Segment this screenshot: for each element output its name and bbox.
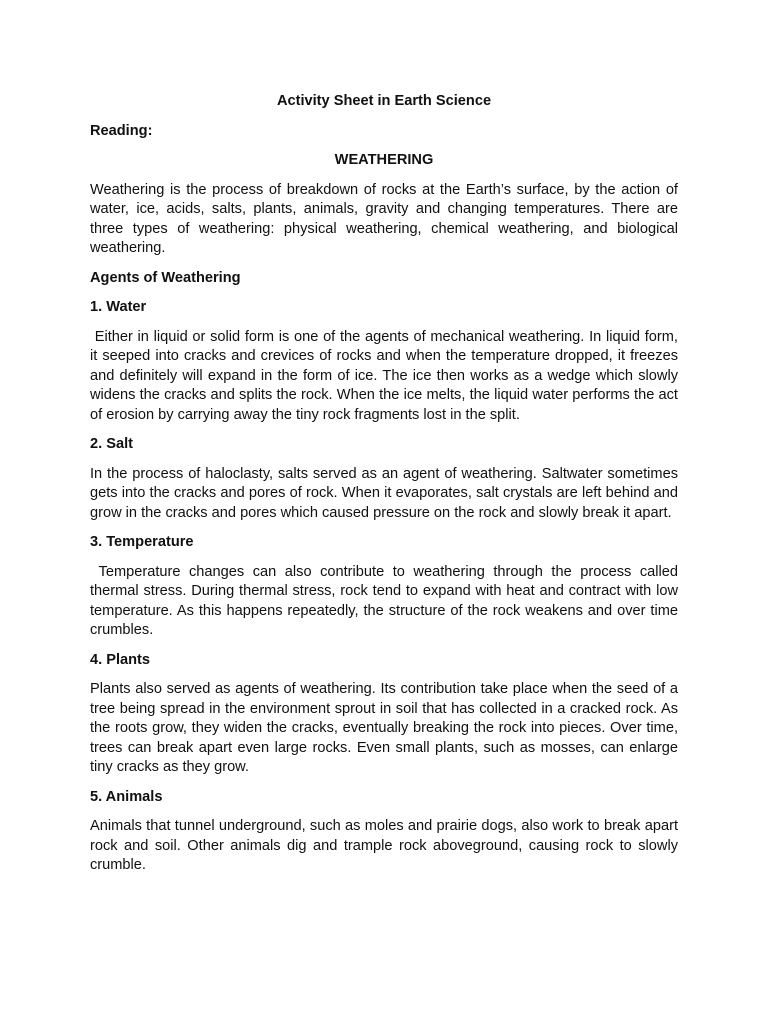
section-text-salt: In the process of haloclasty, salts served as an agent of weathering. Saltwater sometimes gets into the cracks and pores of rock. When it evaporates, salt crystals are left behind and grow in the cracks and pores which caused pressure on the rock and slowly break it apart. <box>90 465 678 521</box>
section-text-water: Either in liquid or solid form is one of the agents of mechanical weathering. In liquid form, it seeped into cracks and crevices of rocks and when the temperature dropped, it freezes and definitely will expand in the form of ice. The ice then works as a wedge which slowly widens the cracks and splits the rock. When the ice melts, the liquid water performs the act of erosion by carrying away the tiny rock fragments lost in the split. <box>90 328 683 423</box>
section-heading-plants: 4. Plants <box>90 651 151 668</box>
document-title: Activity Sheet in Earth Science <box>276 93 492 109</box>
section-text-plants: Plants also served as agents of weathering. Its contribution take place when the seed of a tree being spread in the environment sprout in soil that has collected in a cracked rock. As the roots grow, they widen the cracks, eventually breaking the rock into pieces. Over time, trees can break apart even large rocks. Even small plants, such as mosses, can enlarge tiny cracks as they grow. <box>90 681 678 775</box>
document-page <box>90 92 683 886</box>
topic-heading: WEATHERING <box>334 152 434 168</box>
section-heading-water: 1. Water <box>90 299 147 315</box>
section-heading-animals: 5. Animals <box>90 788 163 805</box>
section-heading-temperature: 3. Temperature <box>90 534 194 550</box>
agents-heading: Agents of Weathering <box>90 269 241 286</box>
section-text-temperature: Temperature changes can also contribute to weathering through the process called thermal stress. During thermal stress, rock tend to expand with heat and contract with low temperature. As this happens repeatedly, the structure of the rock weakens and over time crumbles. <box>90 563 683 638</box>
reading-label: Reading: <box>90 122 153 139</box>
intro-paragraph: Weathering is the process of breakdown of rocks at the Earth’s surface, by the action of water, ice, acids, salts, plants, animals, gravity and changing temperatures. There are three types of weathering: physical weathering, chemical weathering, and biological weathering. <box>90 181 678 256</box>
section-heading-salt: 2. Salt <box>90 436 133 452</box>
section-text-animals: Animals that tunnel underground, such as moles and prairie dogs, also work to break apart rock and soil. Other animals dig and trample rock aboveground, causing rock to slowly crumble. <box>90 818 678 873</box>
